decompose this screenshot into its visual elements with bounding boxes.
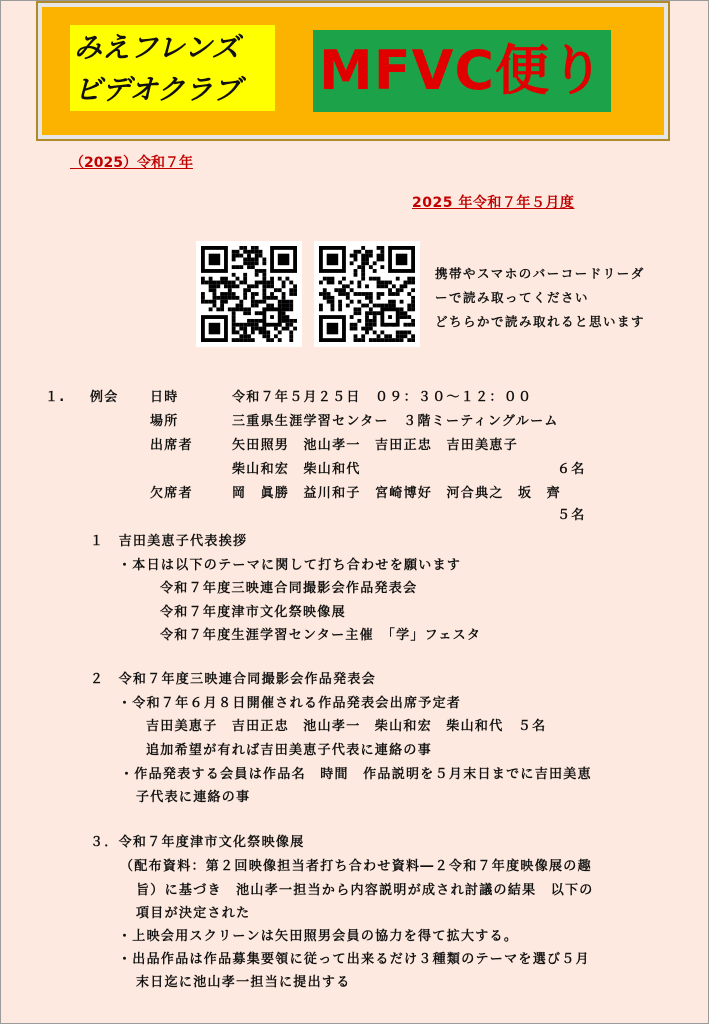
club-name-line1: みえフレンズ: [74, 31, 240, 64]
place-value: 三重県生涯学習センター ３階ミーティングルーム: [232, 414, 559, 429]
item3-paragraph: （配布資料：第２回映像担当者打ち合わせ資料―２令和７年度映像展の趣: [120, 859, 592, 874]
item3-bullet: ・上映会用スクリーンは矢田照男会員の協力を得て拡大する。: [118, 929, 519, 944]
datetime-label: 日時: [150, 390, 179, 405]
attendees-line: 柴山和宏 柴山和代: [232, 462, 361, 477]
item3-paragraph: 旨）に基づき 池山孝一担当から内容説明が成され討議の結果 以下の: [136, 883, 594, 898]
item2-names: 吉田美恵子 吉田正忠 池山孝一 柴山和宏 柴山和代 ５名: [146, 719, 547, 734]
item1-heading: １ 吉田美恵子代表挨拶: [90, 534, 248, 549]
section-number: １.: [45, 390, 66, 405]
attendees-line: 矢田照男 池山孝一 吉田正忠 吉田美恵子: [232, 438, 519, 453]
item1-topic: 令和７年度津市文化祭映像展: [160, 605, 346, 620]
item2-heading: ２ 令和７年度三映連合同撮影会作品発表会: [90, 672, 377, 687]
item1-topic: 令和７年度三映連合同撮影会作品発表会: [160, 581, 418, 596]
newsletter-title: MFVC便り: [313, 30, 611, 112]
qr-note: [435, 262, 645, 334]
qr-note-line: ーで読み取ってください: [435, 290, 590, 305]
qr-code-icon: [196, 241, 302, 347]
year-line: （2025）令和７年: [70, 155, 193, 171]
item3-bullet: ・出品作品は作品募集要領に従って出来るだけ３種類のテーマを選び５月: [118, 952, 590, 967]
item3-heading: ３．令和７年度津市文化祭映像展: [90, 835, 305, 850]
attendees-label: 出席者: [150, 438, 193, 453]
item2-bullet-continued: 子代表に連絡の事: [136, 790, 251, 805]
item3-bullet-continued: 末日迄に池山孝一担当に提出する: [136, 975, 351, 990]
club-name-box: [70, 25, 275, 111]
attendees-count: ６名: [557, 462, 586, 477]
place-label: 場所: [150, 414, 179, 429]
item2-bullet: ・作品発表する会員は作品名 時間 作品説明を５月末日までに吉田美恵: [120, 767, 592, 782]
qr-note-line: 携帯やスマホのバーコードリーダ: [435, 266, 645, 281]
absentees-label: 欠席者: [150, 486, 193, 501]
qr-note-line: どちらかで読み取れると思います: [435, 314, 646, 329]
item1-bullet: ・本日は以下のテーマに関して打ち合わせを願います: [118, 558, 462, 573]
club-name-line2: ビデオクラブ: [74, 73, 241, 106]
meeting-label: 例会: [90, 390, 119, 405]
item2-bullet: ・令和７年６月８日開催される作品発表会出席予定者: [118, 696, 462, 711]
item2-note: 追加希望が有れば吉田美恵子代表に連絡の事: [146, 743, 433, 758]
absentees-count: ５名: [557, 508, 586, 523]
item3-paragraph: 項目が決定された: [136, 906, 251, 921]
absentees-line: 岡 眞勝 益川和子 宮崎博好 河合典之 坂 齊: [232, 486, 561, 501]
qr-code-icon: [314, 241, 420, 347]
issue-line: 2025 年令和７年５月度: [412, 195, 575, 211]
datetime-value: 令和７年５月２５日 ０９：３０～１２：００: [232, 390, 533, 405]
item1-topic: 令和７年度生涯学習センター主催 「学」フェスタ: [160, 628, 482, 643]
